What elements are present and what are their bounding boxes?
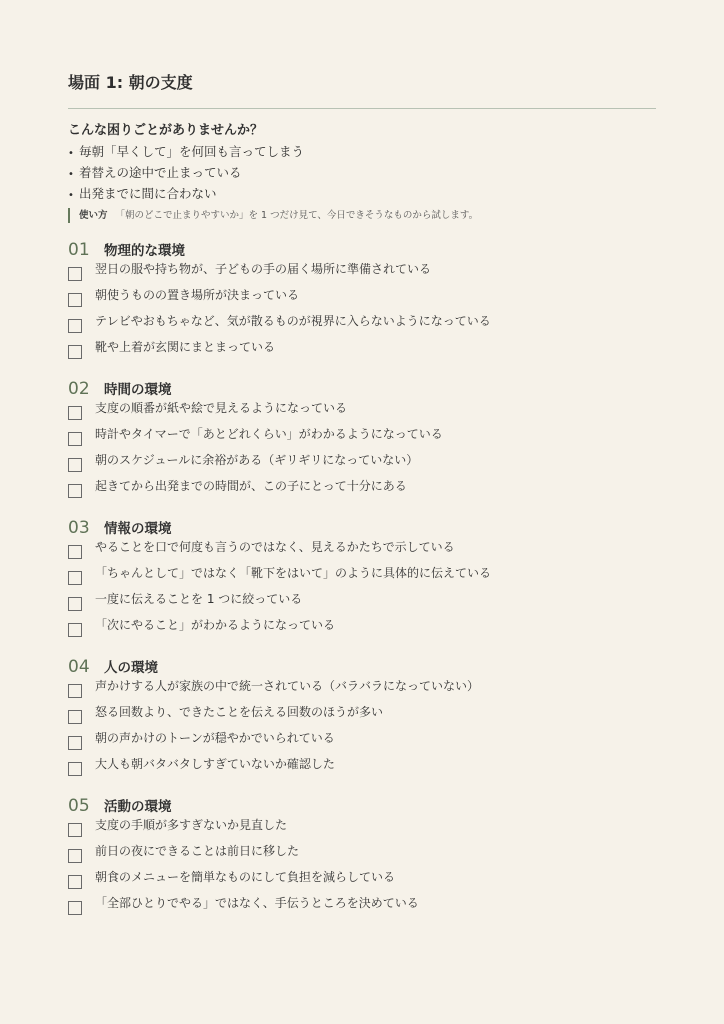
checkbox[interactable] [68, 571, 82, 585]
section-header [68, 239, 656, 261]
checkbox[interactable] [68, 432, 82, 446]
checklist-item-text: 支度の手順が多すぎないか見直した [95, 818, 288, 832]
checkbox[interactable] [68, 684, 82, 698]
checklist [68, 400, 656, 504]
checklist [68, 678, 656, 782]
section-header [68, 795, 656, 817]
section-information [68, 517, 656, 643]
checklist-item [68, 617, 656, 643]
section-time [68, 378, 656, 504]
section-title: 人の環境 [104, 660, 158, 676]
checkbox[interactable] [68, 267, 82, 281]
bullet-icon: • [68, 190, 74, 201]
checkbox[interactable] [68, 545, 82, 559]
section-title: 活動の環境 [104, 799, 172, 815]
section-number: 04 [68, 657, 90, 677]
problem-item [68, 143, 304, 164]
checklist-item-text: 朝食のメニューを簡単なものにして負担を減らしている [95, 870, 396, 884]
problems-heading: こんな困りごとがありませんか？ [68, 123, 264, 138]
checklist-item-text: 一度に伝えることを 1 つに絞っている [95, 592, 303, 606]
checklist-item [68, 400, 656, 426]
checklist-item [68, 539, 656, 565]
checklist-item [68, 313, 656, 339]
bullet-icon: • [68, 148, 74, 159]
section-title: 情報の環境 [104, 521, 172, 537]
checklist-item [68, 565, 656, 591]
checklist-item-text: 朝使うものの置き場所が決まっている [95, 288, 300, 302]
checklist-item-text: 前日の夜にできることは前日に移した [95, 844, 300, 858]
checklist-item-text: 朝のスケジュールに余裕がある（ギリギリになっていない） [95, 453, 419, 467]
section-people [68, 656, 656, 782]
checkbox[interactable] [68, 762, 82, 776]
checklist-item [68, 817, 656, 843]
section-number: 01 [68, 240, 90, 260]
checkbox[interactable] [68, 319, 82, 333]
checklist-item-text: 時計やタイマーで「あとどれくらい」がわかるようになっている [95, 427, 443, 441]
section-number: 05 [68, 796, 90, 816]
section-title: 時間の環境 [104, 382, 172, 398]
checklist-item-text: 支度の順番が紙や絵で見えるようになっている [95, 401, 348, 415]
checklist [68, 261, 656, 365]
checkbox[interactable] [68, 458, 82, 472]
usage-label: 使い方 [79, 210, 108, 221]
checklist-item [68, 426, 656, 452]
checkbox[interactable] [68, 901, 82, 915]
page-title: 場面 1: 朝の支度 [68, 73, 193, 92]
checkbox[interactable] [68, 875, 82, 889]
section-header [68, 656, 656, 678]
checklist-item-text: テレビやおもちゃなど、気が散るものが視界に入らないようになっている [95, 314, 491, 328]
section-physical [68, 239, 656, 365]
checklist-item [68, 843, 656, 869]
checkbox[interactable] [68, 849, 82, 863]
problem-text: 出発までに間に合わない [79, 186, 217, 201]
section-number: 03 [68, 518, 90, 538]
checklist-item [68, 287, 656, 313]
problem-text: 着替えの途中で止まっている [79, 165, 242, 180]
section-title: 物理的な環境 [104, 243, 185, 259]
checklist-item-text: 「ちゃんとして」ではなく「靴下をはいて」のように具体的に伝えている [95, 566, 492, 580]
checklist-item-text: 靴や上着が玄関にまとまっている [95, 340, 276, 354]
checklist [68, 817, 656, 921]
checklist-item [68, 869, 656, 895]
problem-item [68, 164, 304, 185]
checkbox[interactable] [68, 293, 82, 307]
checklist-item [68, 339, 656, 365]
bullet-icon: • [68, 169, 74, 180]
checklist-item-text: 翌日の服や持ち物が、子どもの手の届く場所に準備されている [95, 262, 432, 276]
problem-text: 毎朝「早くして」を何回も言ってしまう [79, 144, 305, 159]
usage-text: 「朝のどこで止まりやすいか」を 1 つだけ見て、今日できそうなものから試します。 [115, 210, 479, 221]
checklist-item [68, 678, 656, 704]
checklist [68, 539, 656, 643]
checkbox[interactable] [68, 623, 82, 637]
checkbox[interactable] [68, 597, 82, 611]
checklist-item-text: 「全部ひとりでやる」ではなく、手伝うところを決めている [95, 896, 419, 910]
checklist-item-text: 朝の声かけのトーンが穏やかでいられている [95, 731, 335, 745]
checklist-item [68, 895, 656, 921]
title-divider [68, 108, 656, 109]
checklist-item [68, 756, 656, 782]
problem-item [68, 185, 304, 206]
checklist-item [68, 704, 656, 730]
checklist-item-text: 声かけする人が家族の中で統一されている（バラバラになっていない） [95, 679, 480, 693]
section-number: 02 [68, 379, 90, 399]
checkbox[interactable] [68, 823, 82, 837]
checkbox[interactable] [68, 736, 82, 750]
checkbox[interactable] [68, 406, 82, 420]
checklist-item-text: やることを口で何度も言うのではなく、見えるかたちで示している [95, 540, 455, 554]
checklist-item [68, 452, 656, 478]
section-header [68, 517, 656, 539]
checklist-item [68, 730, 656, 756]
section-activity [68, 795, 656, 921]
usage-note [68, 208, 478, 223]
checklist-item-text: 起きてから出発までの時間が、この子にとって十分にある [95, 479, 407, 493]
checkbox[interactable] [68, 345, 82, 359]
checklist-item-text: 大人も朝バタバタしすぎていないか確認した [95, 757, 335, 771]
checklist-item [68, 591, 656, 617]
checklist-item [68, 478, 656, 504]
checkbox[interactable] [68, 710, 82, 724]
problem-list [68, 143, 304, 206]
checklist-item [68, 261, 656, 287]
section-header [68, 378, 656, 400]
checkbox[interactable] [68, 484, 82, 498]
checklist-item-text: 「次にやること」がわかるようになっている [95, 618, 336, 632]
checklist-item-text: 怒る回数より、できたことを伝える回数のほうが多い [95, 705, 384, 719]
